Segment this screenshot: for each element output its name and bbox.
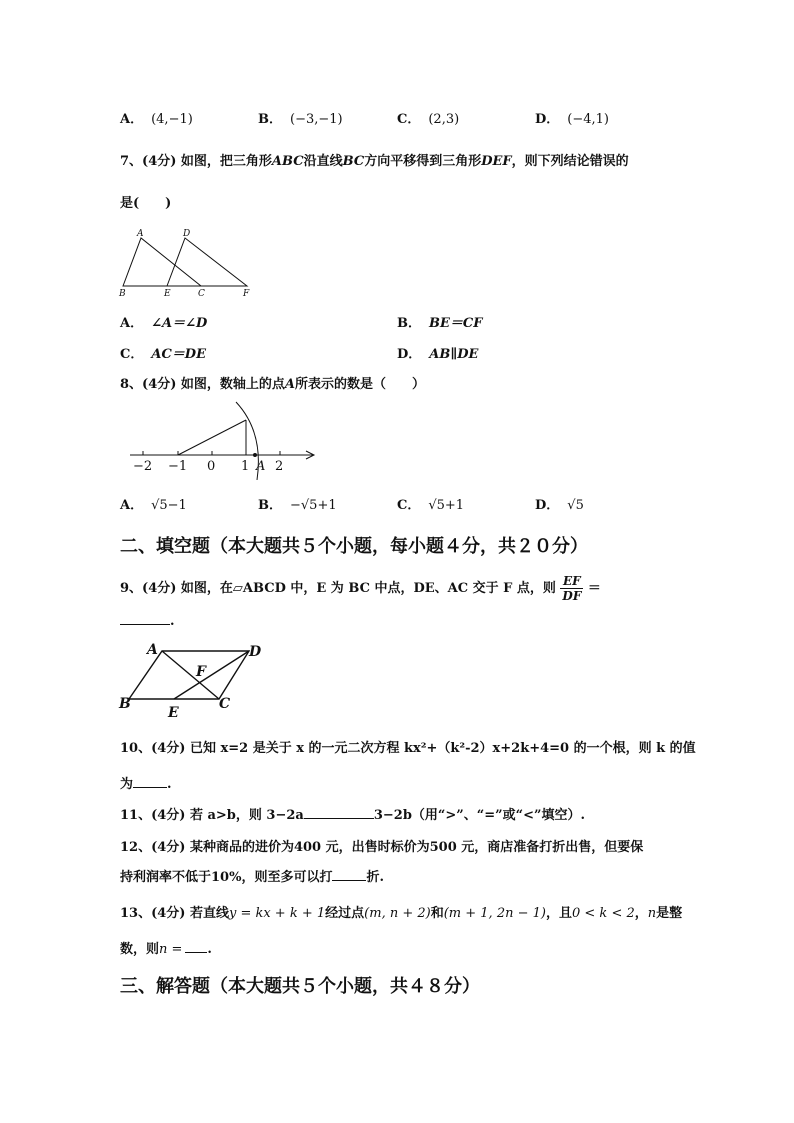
q11-prefix: 11、(4分) 若 a>b，则 3−2a [120, 808, 304, 823]
option-key: D． [535, 498, 560, 513]
tick-label: 1 [241, 459, 250, 474]
q13-n: n [647, 906, 657, 921]
q13-mid2: 和 [430, 906, 444, 921]
option-key: B． [258, 498, 282, 513]
frac-numerator: EF [560, 574, 583, 589]
parallelogram-abcd [129, 651, 249, 699]
q13-point-2: (m + 1, 2n − 1) [443, 906, 546, 921]
q8-suffix: 所表示的数是（ ） [295, 377, 426, 392]
q9-answer-blank[interactable] [120, 624, 170, 625]
q13-line2-prefix: 数，则 [120, 942, 160, 957]
q13-line2-suffix: . [207, 942, 212, 957]
q9-answer-line [120, 614, 175, 629]
label-e: E [168, 705, 179, 721]
q12-answer-blank[interactable] [332, 880, 366, 881]
section-3-heading: 三、解答题（本大题共５个小题，共４８分） [120, 976, 480, 997]
q9-parallelogram-figure [117, 640, 267, 722]
q7-mid1: 沿直线 [303, 154, 343, 169]
q13-point-1: (m, n + 2) [364, 906, 431, 921]
q7-option-b [397, 312, 482, 331]
label-b: B [119, 289, 126, 298]
q11-answer-blank[interactable] [304, 818, 374, 819]
option-key: C． [397, 112, 421, 127]
section-2-heading: 二、填空题（本大题共５个小题，每小题４分，共２０分） [120, 536, 588, 557]
q7-option-c [120, 343, 206, 362]
option-key: A． [120, 316, 144, 331]
point-a-label: A [256, 459, 266, 474]
q7-suffix: ，则下列结论错误的 [511, 154, 629, 169]
option-value: √5 [567, 498, 584, 513]
q10-suffix: . [167, 777, 172, 792]
label-a: A [137, 229, 144, 239]
label-d: D [183, 229, 191, 239]
q13-stem-line2 [120, 938, 212, 957]
q7-option-d [397, 343, 478, 362]
option-value: ∠A＝∠D [151, 316, 208, 331]
label-c: C [198, 289, 205, 298]
q6-option-b [258, 108, 343, 127]
q8-number-line-figure [125, 398, 325, 480]
q12-suffix: 折. [366, 870, 384, 885]
q13-suffix: 是整 [656, 906, 683, 921]
q8-option-a [120, 494, 187, 513]
label-f: F [196, 664, 206, 680]
q7-mid2: 方向平移得到三角形 [364, 154, 482, 169]
option-value: −√5+1 [290, 498, 337, 513]
option-key: C． [120, 347, 144, 362]
option-value: √5+1 [428, 498, 465, 513]
hypotenuse [178, 420, 246, 455]
q12-stem-line1: 12、(4分) 某种商品的进价为400 元，出售时标价为500 元，商店准备打折出售，但要保 [120, 840, 644, 855]
option-key: B． [258, 112, 282, 127]
q8-option-c [397, 494, 464, 513]
triangle-abc [123, 238, 201, 286]
q8-stem [120, 373, 425, 392]
q9-eq: ＝ [587, 581, 601, 596]
q13-answer-blank[interactable] [185, 952, 207, 953]
q13-mid3: ，且 [545, 906, 572, 921]
q11-suffix: 3−2b（用“>”、“=”或“<”填空）. [373, 808, 585, 823]
q9-text: 9、(4分) 如图，在▱ABCD 中，E 为 BC 中点，DE、AC 交于 F 点，则 [120, 581, 556, 596]
label-a: A [147, 642, 158, 658]
tick-label: −2 [133, 459, 153, 474]
q10-prefix: 为 [120, 777, 134, 792]
label-f: F [243, 289, 250, 298]
label-b: B [119, 696, 131, 712]
point-a-dot [253, 453, 257, 457]
frac-denominator: DF [562, 589, 582, 603]
option-value: (4,−1) [151, 112, 193, 127]
q7-stem-line2: 是( ) [120, 196, 172, 211]
q12-stem-line2 [120, 866, 384, 885]
q9-stem [120, 574, 601, 603]
q7-figure [115, 226, 260, 298]
q7-option-a [120, 312, 207, 331]
q12-prefix: 持利润率不低于10%，则至多可以打 [120, 870, 333, 885]
q7-stem-line1 [120, 150, 629, 169]
q13-mid4: ， [634, 906, 648, 921]
q13-prefix: 13、(4分) 若直线 [120, 906, 229, 921]
q6-option-c [397, 108, 459, 127]
q10-answer-blank[interactable] [133, 787, 167, 788]
q10-stem-line2 [120, 773, 172, 792]
option-key: A． [120, 112, 144, 127]
q13-mid1: 经过点 [325, 906, 365, 921]
option-value: AC＝DE [151, 347, 206, 362]
tick-label: −1 [168, 459, 188, 474]
q7-line-bc: BC [342, 154, 365, 169]
q8-prefix: 8、(4分) 如图，数轴上的点 [120, 377, 285, 392]
label-d: D [249, 644, 262, 660]
option-value: (−4,1) [567, 112, 609, 127]
q9-fraction [560, 574, 583, 603]
option-key: D． [535, 112, 560, 127]
option-key: A． [120, 498, 144, 513]
option-value: √5−1 [151, 498, 187, 513]
q7-prefix: 7、(4分) 如图，把三角形 [120, 154, 272, 169]
label-c: C [219, 696, 231, 712]
option-key: B． [397, 316, 421, 331]
option-key: C． [397, 498, 421, 513]
q13-condition: 0 < k < 2 [572, 906, 635, 921]
q11-stem [120, 804, 585, 823]
q8-option-b [258, 494, 337, 513]
option-value: AB∥DE [429, 347, 479, 362]
q7-triangle-abc: ABC [271, 154, 304, 169]
triangle-def [167, 238, 247, 286]
q8-option-d [535, 494, 584, 513]
q6-option-a [120, 108, 193, 127]
q9-period: . [170, 614, 175, 629]
option-value: BE＝CF [429, 316, 483, 331]
q13-equation: y = kx + k + 1 [228, 906, 326, 921]
q8-point: A [284, 377, 296, 392]
q10-stem-line1: 10、(4分) 已知 x=2 是关于 x 的一元二次方程 kx²+（k²-2）x+2k+4=0 的一个根，则 k 的值 [120, 741, 696, 756]
option-value: (2,3) [428, 112, 460, 127]
tick-label: 0 [207, 459, 216, 474]
option-key: D． [397, 347, 422, 362]
q13-stem-line1 [120, 902, 682, 921]
option-value: (−3,−1) [290, 112, 343, 127]
q13-line2-var: n = [159, 942, 183, 957]
tick-label: 2 [275, 459, 284, 474]
q7-triangle-def: DEF [481, 154, 512, 169]
label-e: E [164, 289, 171, 298]
q6-option-d [535, 108, 609, 127]
